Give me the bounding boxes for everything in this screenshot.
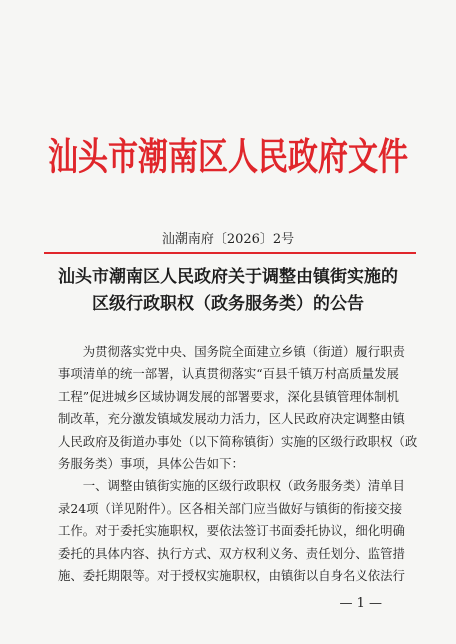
document-title: [0, 264, 456, 318]
document-number: 汕潮南府〔2026〕2号: [161, 232, 295, 247]
body-line: 制改革，充分激发镇域发展动力活力，区人民政府决定调整由镇: [58, 411, 405, 427]
body-line: 工作。对于委托实施职权，要依法签订书面委托协议，细化明确: [58, 523, 405, 539]
document-title-line: 汕头市潮南区人民政府关于调整由镇街实施的: [58, 267, 398, 287]
body-line: 委托的具体内容、执行方式、双方权利义务、责任划分、监管措: [58, 545, 405, 561]
red-separator-line: [44, 252, 416, 254]
document-title-line: 区级行政职权（政务服务类）的公告: [92, 294, 364, 314]
body-line: 人民政府及街道办事处（以下简称镇街）实施的区级行政职权（政: [58, 433, 418, 449]
body-line: 事项清单的统一部署，认真贯彻落实“百县千镇万村高质量发展: [58, 366, 399, 382]
body-line: 为贯彻落实党中央、国务院全面建立乡镇（街道）履行职责: [58, 344, 405, 359]
body-line: 录24项（详见附件）。区各相关部门应当做好与镇街的衔接交接: [58, 500, 403, 516]
body-line: 施、委托期限等。对于授权实施职权，由镇街以自身名义依法行: [58, 568, 405, 584]
body-line: 务服务类）事项，具体公告如下：: [58, 456, 244, 472]
body-line: 一、调整由镇街实施的区级行政职权（政务服务类）清单目: [58, 478, 405, 494]
page-number: — 1 —: [339, 596, 382, 611]
body-line: 工程”促进城乡区域协调发展的部署要求，深化县镇管理体制机: [58, 388, 399, 404]
issuer-banner: 汕头市潮南区人民政府文件: [48, 135, 408, 180]
document-body: [58, 341, 418, 587]
